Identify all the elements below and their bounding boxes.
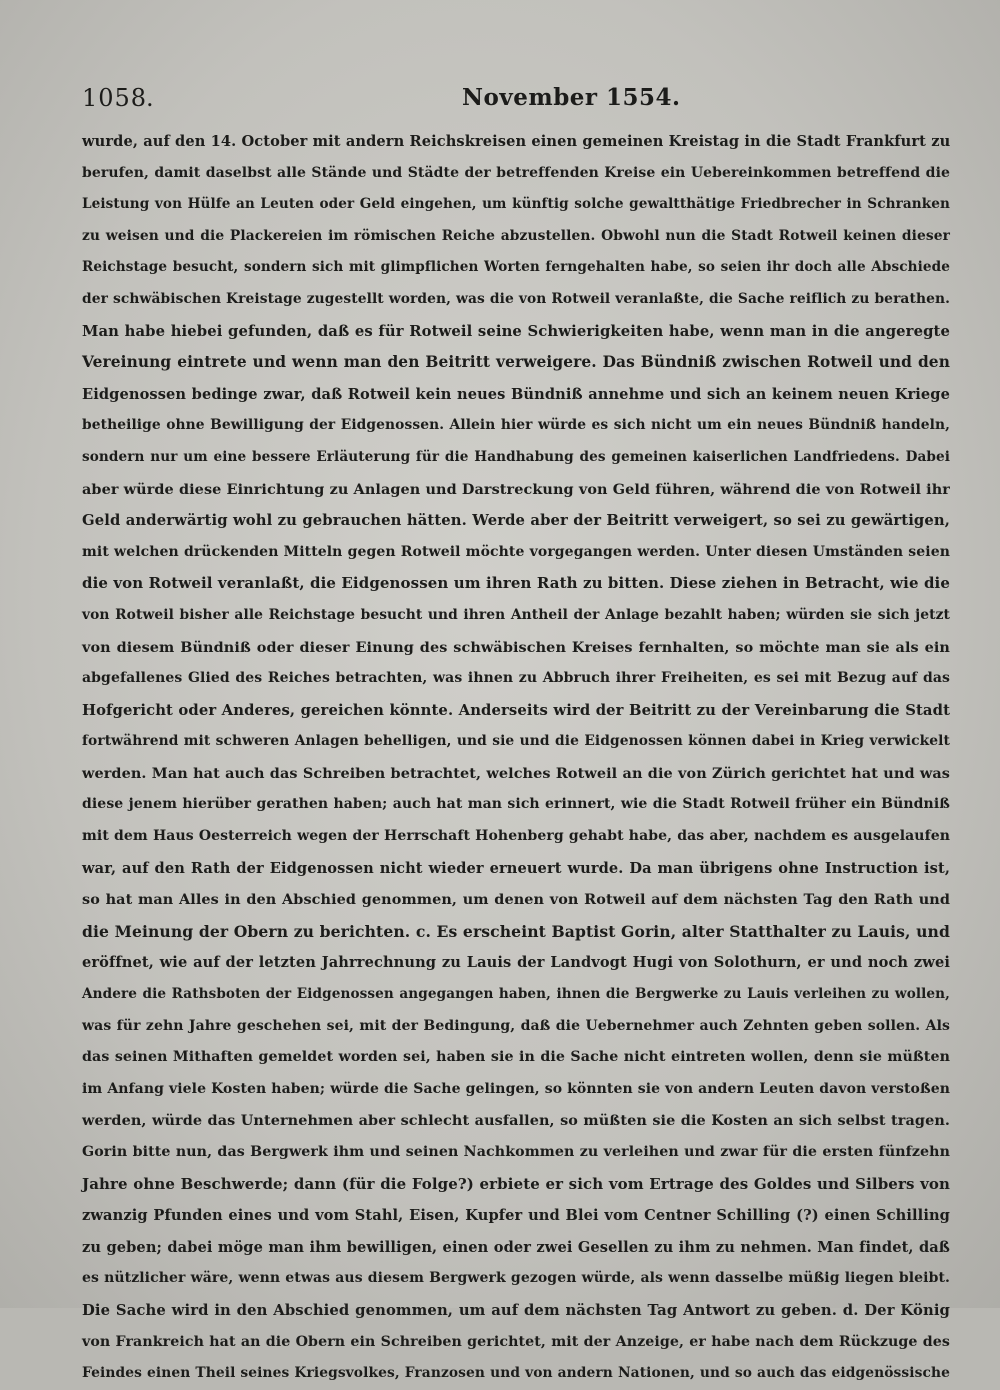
text-line: von diesem Bündniß oder dieser Einung des schwäbischen Kreises fernhalten, so möchte man sie als ein <box>82 638 950 656</box>
text-line: so hat man Alles in den Abschied genommen, um denen von Rotweil auf dem nächsten Tag den Rath und <box>82 891 950 909</box>
text-line: wurde, auf den 14. October mit andern Reichskreisen einen gemeinen Kreistag in die Stadt Frankfurt zu <box>82 133 951 150</box>
text-line: der schwäbischen Kreistage zugestellt worden, was die von Rotweil veranlaßte, die Sache reiflich zu berathen. <box>82 290 950 307</box>
header-title: November 1554. <box>462 84 681 111</box>
text-line: Gorin bitte nun, das Bergwerk ihm und seinen Nachkommen zu verleihen und zwar für die ersten fünfzehn <box>82 1144 950 1160</box>
text-line: betheilige ohne Bewilligung der Eidgenossen. Allein hier würde es sich nicht um ein neues Bündniß handeln, <box>82 417 950 434</box>
text-line: die Meinung der Obern zu berichten. c. Es erscheint Baptist Gorin, alter Statthalter zu Lauis, und <box>82 921 950 941</box>
page-number-dot: . <box>146 84 154 112</box>
text-line: Jahre ohne Beschwerde; dann (für die Folge?) erbiete er sich vom Ertrage des Goldes und Silbers von <box>82 1174 950 1193</box>
text-line: Reichstage besucht, sondern sich mit glimpflichen Worten ferngehalten habe, so seien ihr doch alle Abschiede <box>82 259 950 276</box>
text-line: aber würde diese Einrichtung zu Anlagen und Darstreckung von Geld führen, während die von Rotweil ihr <box>82 480 950 498</box>
text-line: abgefallenes Glied des Reiches betrachten, was ihnen zu Abbruch ihrer Freiheiten, es sei mit Bezug auf das <box>82 670 950 687</box>
text-line: Eidgenossen bedinge zwar, daß Rotweil kein neues Bündniß annehme und sich an keinem neuen Kriege <box>82 385 950 403</box>
text-line: werden. Man hat auch das Schreiben betrachtet, welches Rotweil an die von Zürich gerichtet hat und was <box>82 764 950 782</box>
text-line: von Frankreich hat an die Obern ein Schreiben gerichtet, mit der Anzeige, er habe nach dem Rückzuge des <box>82 1333 950 1350</box>
text-line: Vereinung eintrete und wenn man den Beitritt verweigere. Das Bündniß zwischen Rotweil und den <box>82 353 950 372</box>
text-line: es nützlicher wäre, wenn etwas aus diesem Bergwerk gezogen würde, als wenn dasselbe müßig liegen bleibt. <box>82 1270 950 1287</box>
body-text <box>82 126 950 1390</box>
page-number: 1058 <box>82 84 148 112</box>
text-line: Feindes einen Theil seines Kriegsvolkes, Franzosen und von andern Nationen, und so auch das eidgenössische <box>82 1365 950 1382</box>
text-line: berufen, damit daselbst alle Stände und Städte der betreffenden Kreise ein Uebereinkommen betreffend die <box>82 164 950 181</box>
text-line: fortwährend mit schweren Anlagen behelligen, und sie und die Eidgenossen können dabei in Krieg verwickelt <box>82 733 950 750</box>
text-line: werden, würde das Unternehmen aber schlecht ausfallen, so müßten sie die Kosten an sich selbst tragen. <box>82 1112 950 1130</box>
text-line: zwanzig Pfunden eines und vom Stahl, Eisen, Kupfer und Blei vom Centner Schilling (?) einen Schilling <box>82 1207 950 1225</box>
running-head <box>82 84 942 118</box>
text-line: was für zehn Jahre geschehen sei, mit der Bedingung, daß die Uebernehmer auch Zehnten geben sollen. Als <box>82 1017 950 1034</box>
text-line: zu weisen und die Plackereien im römischen Reiche abzustellen. Obwohl nun die Stadt Rotweil keinen dieser <box>82 227 950 244</box>
text-line: im Anfang viele Kosten haben; würde die Sache gelingen, so könnten sie von andern Leuten davon verstoßen <box>82 1080 950 1097</box>
text-line: Hofgericht oder Anderes, gereichen könnte. Anderseits wird der Beitritt zu der Vereinbarung die Stadt <box>82 701 950 719</box>
text-line: das seinen Mithaften gemeldet worden sei, haben sie in die Sache nicht eintreten wollen, denn sie müßten <box>82 1049 950 1066</box>
text-line: Die Sache wird in den Abschied genommen, um auf dem nächsten Tag Antwort zu geben. d. Der König <box>82 1301 950 1319</box>
text-line: diese jenem hierüber gerathen haben; auch hat man sich erinnert, wie die Stadt Rotweil früher ein Bündniß <box>82 796 950 813</box>
text-line: mit dem Haus Oesterreich wegen der Herrschaft Hohenberg gehabt habe, das aber, nachdem es ausgelaufen <box>82 828 950 845</box>
text-line: von Rotweil bisher alle Reichstage besucht und ihren Antheil der Anlage bezahlt haben; würden sie sich jetzt <box>82 606 950 623</box>
text-line: sondern nur um eine bessere Erläuterung für die Handhabung des gemeinen kaiserlichen Landfriedens. Dabei <box>82 448 950 465</box>
text-line: eröffnet, wie auf der letzten Jahrrechnung zu Lauis der Landvogt Hugi von Solothurn, er und noch zwei <box>82 954 950 972</box>
text-line: Geld anderwärtig wohl zu gebrauchen hätten. Werde aber der Beitritt verweigert, so sei zu gewärtigen, <box>82 512 950 530</box>
text-line: zu geben; dabei möge man ihm bewilligen, einen oder zwei Gesellen zu ihm zu nehmen. Man findet, daß <box>82 1238 950 1256</box>
text-line: war, auf den Rath der Eidgenossen nicht wieder erneuert wurde. Da man übrigens ohne Instruction ist, <box>82 859 950 877</box>
text-line: mit welchen drückenden Mitteln gegen Rotweil möchte vorgegangen werden. Unter diesen Umständen seien <box>82 543 950 560</box>
text-line: Man habe hiebei gefunden, daß es für Rotweil seine Schwierigkeiten habe, wenn man in die angeregte <box>82 322 950 340</box>
text-line: Andere die Rathsboten der Eidgenossen angegangen haben, ihnen die Bergwerke zu Lauis verleihen zu wollen, <box>82 986 950 1003</box>
text-line: die von Rotweil veranlaßt, die Eidgenossen um ihren Rath zu bitten. Diese ziehen in Betracht, wie die <box>82 574 950 593</box>
text-line: Leistung von Hülfe an Leuten oder Geld eingehen, um künftig solche gewaltthätige Friedbrecher in Schranken <box>82 196 950 213</box>
